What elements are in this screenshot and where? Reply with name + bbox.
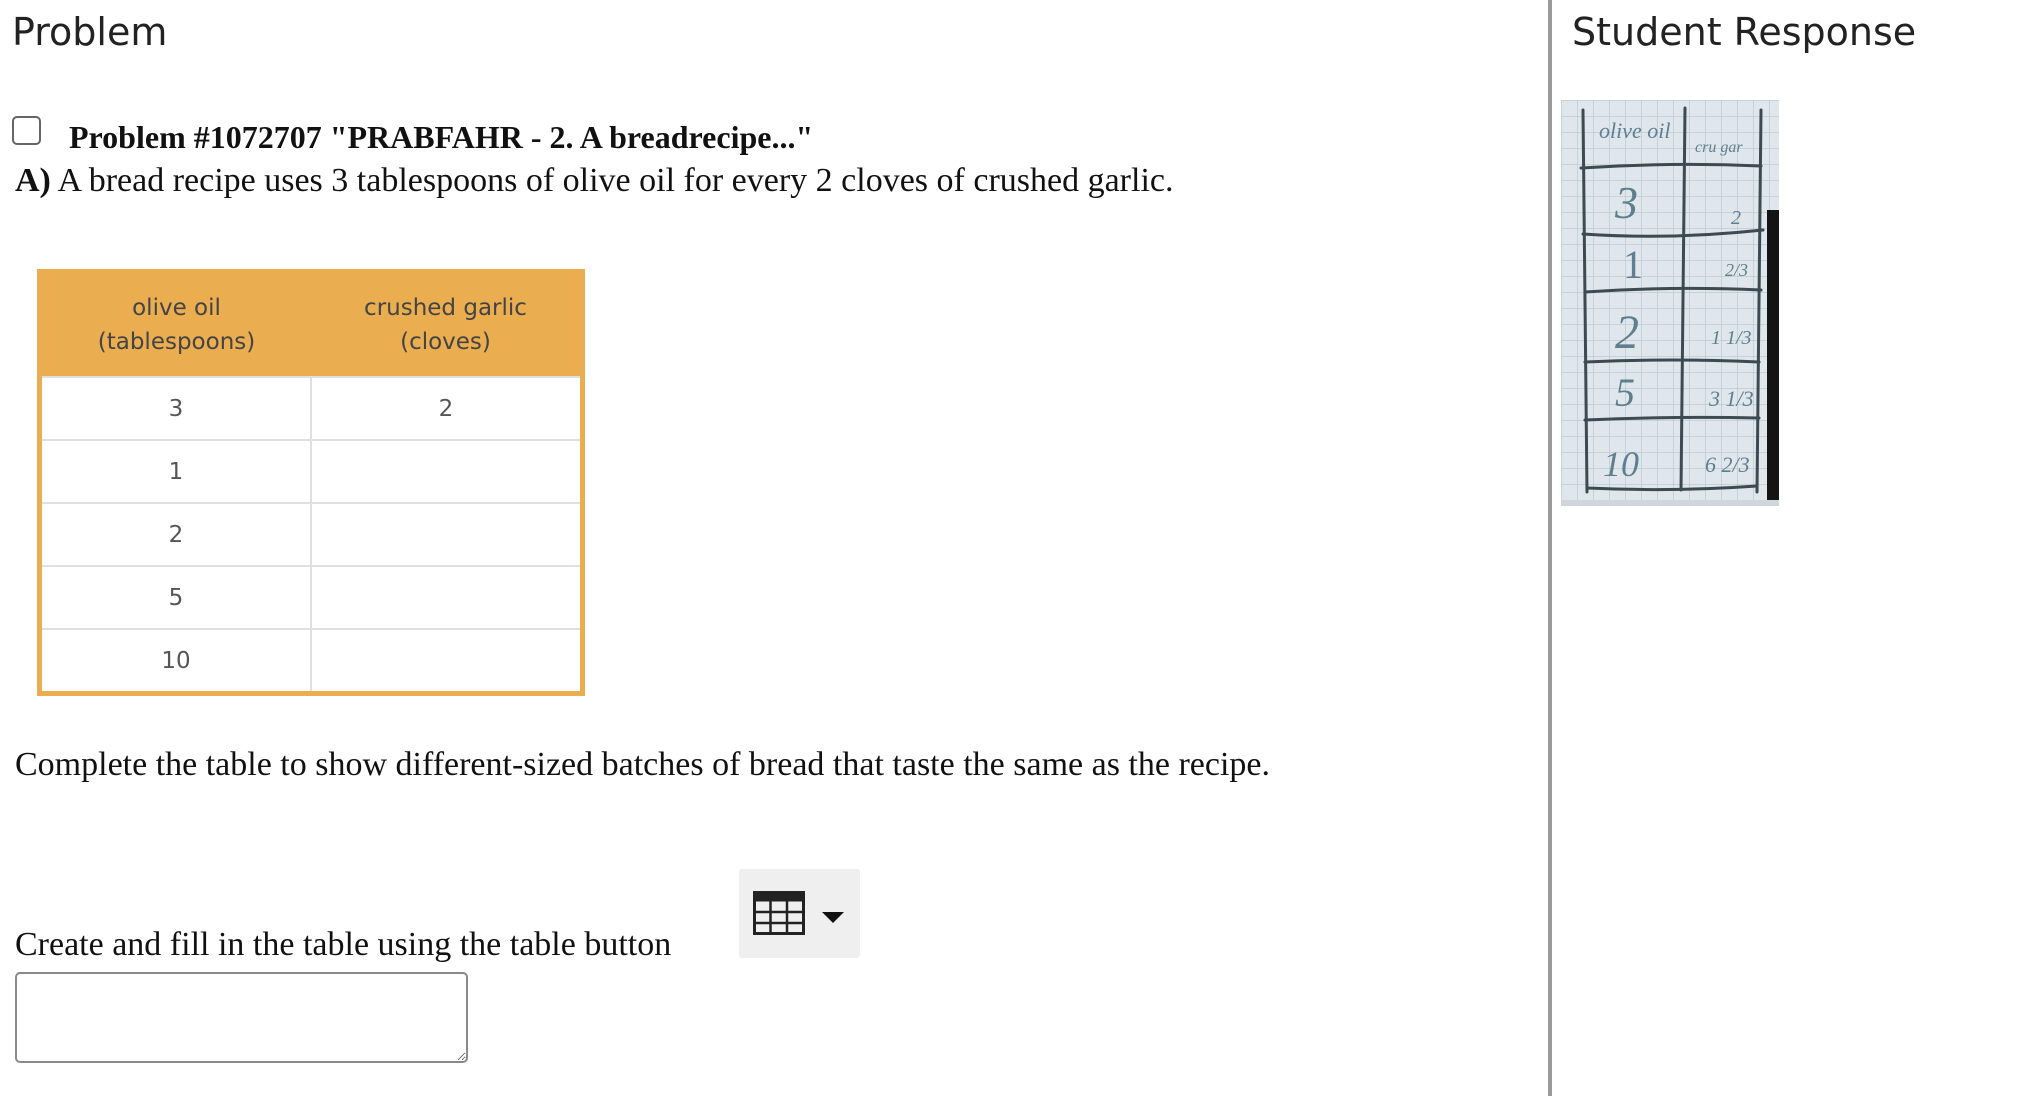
table-header-row	[42, 274, 580, 377]
hw-row1-right: 2	[1731, 207, 1741, 229]
olive-oil-cell: 5	[42, 566, 311, 629]
hw-row4-left: 5	[1615, 370, 1635, 415]
header-olive-oil-line1: olive oil	[132, 295, 221, 321]
table-row	[42, 566, 580, 629]
hw-row5-right: 6 2/3	[1705, 452, 1750, 477]
olive-oil-cell: 2	[42, 503, 311, 566]
student-work-photo	[1561, 100, 1779, 506]
table-row	[42, 503, 580, 566]
table-row	[42, 629, 580, 691]
hw-header-right: cru gar	[1695, 139, 1743, 156]
part-a-prompt	[15, 162, 1174, 200]
garlic-cell: 2	[311, 377, 580, 440]
garlic-cell	[311, 629, 580, 691]
header-crushed-garlic-line1: crushed garlic	[364, 295, 527, 321]
hw-row3-left: 2	[1615, 306, 1639, 359]
table-row	[42, 440, 580, 503]
garlic-cell	[311, 503, 580, 566]
hw-row4-right: 3 1/3	[1709, 386, 1754, 411]
photo-grid	[1561, 100, 1779, 506]
hw-row2-left: 1	[1623, 242, 1643, 287]
complete-table-instruction: Complete the table to show different-sized batches of bread that taste the same as the recipe.	[15, 746, 1271, 783]
hw-row1-left: 3	[1615, 177, 1638, 228]
header-crushed-garlic	[311, 274, 580, 377]
photo-edge-bottom	[1561, 500, 1779, 506]
insert-table-button[interactable]	[739, 869, 860, 958]
olive-oil-cell: 10	[42, 629, 311, 691]
problem-select-checkbox[interactable]	[12, 116, 41, 145]
answer-input[interactable]	[15, 972, 468, 1063]
olive-oil-cell: 3	[42, 377, 311, 440]
hw-header-left: olive oil	[1599, 118, 1671, 143]
header-crushed-garlic-line2: (cloves)	[400, 329, 491, 355]
student-response-heading: Student Response	[1572, 10, 1917, 54]
problem-heading: Problem	[12, 10, 168, 54]
olive-oil-cell: 1	[42, 440, 311, 503]
part-a-text: A bread recipe uses 3 tablespoons of olive oil for every 2 cloves of crushed garlic.	[50, 162, 1174, 199]
header-olive-oil-line2: (tablespoons)	[97, 329, 256, 355]
hw-row5-left: 10	[1603, 444, 1639, 484]
student-response-panel	[1552, 0, 2034, 1096]
hw-row3-right: 1 1/3	[1711, 327, 1752, 349]
photo-edge	[1767, 210, 1779, 506]
garlic-cell	[311, 440, 580, 503]
header-olive-oil	[42, 274, 311, 377]
caret-down-icon	[822, 912, 844, 923]
part-a-label: A)	[15, 162, 51, 199]
recipe-ratio-table	[37, 269, 585, 696]
create-table-instruction: Create and fill in the table using the table button	[15, 926, 672, 963]
problem-title: Problem #1072707 "PRABFAHR - 2. A breadrecipe..."	[69, 119, 814, 155]
table-grid-icon	[753, 891, 805, 935]
table-row	[42, 377, 580, 440]
hw-row2-right: 2/3	[1725, 260, 1749, 280]
garlic-cell	[311, 566, 580, 629]
